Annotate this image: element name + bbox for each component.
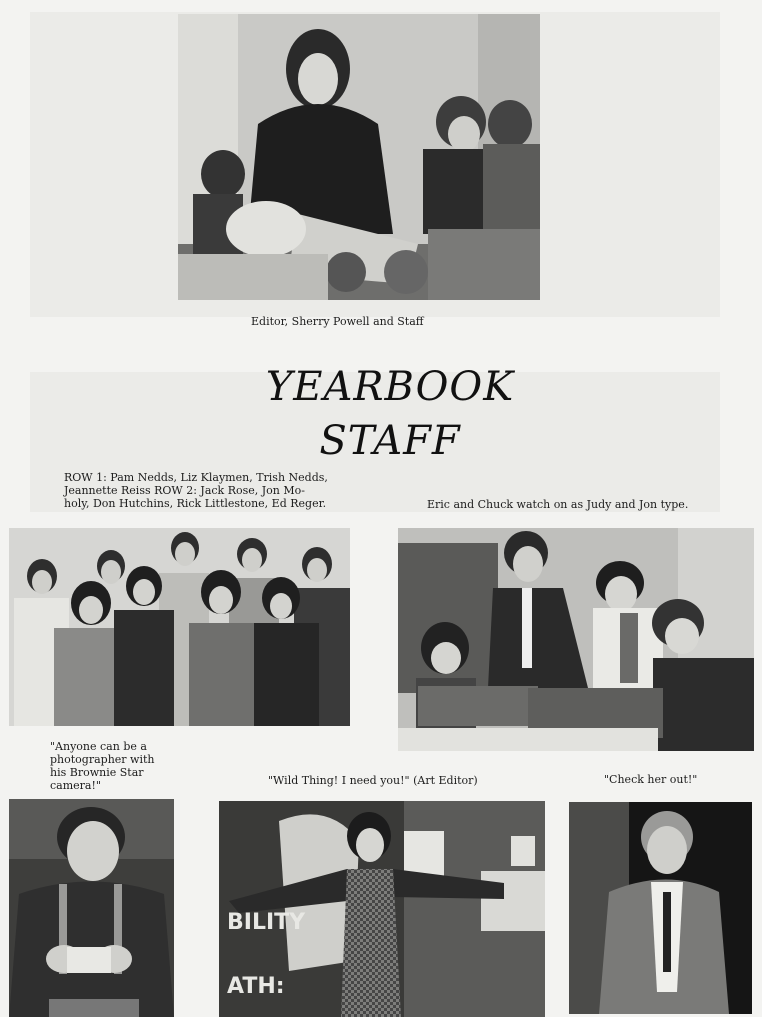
board-word-2: ATH: (227, 974, 285, 999)
staff-group-photo (9, 528, 350, 726)
page-title: YEARBOOK STAFF (265, 364, 515, 464)
art-editor-caption: "Wild Thing! I need you!" (Art Editor) (268, 774, 478, 787)
typing-photo (398, 528, 754, 751)
group-photo-caption: ROW 1: Pam Nedds, Liz Klaymen, Trish Nedds, Jeannette Reiss ROW 2: Jack Rose, Jon Mo- holy, Don Hutchins, Rick Littlestone, Ed Reger. (64, 471, 328, 510)
photographer-caption: "Anyone can be a photographer with his Brownie Star camera!" (50, 740, 155, 792)
check-her-out-photo (569, 802, 752, 1014)
top-photo-caption: Editor, Sherry Powell and Staff (251, 315, 424, 328)
photographer-photo (9, 799, 174, 1017)
board-word: BILITY (227, 910, 306, 935)
typing-photo-caption: Eric and Chuck watch on as Judy and Jon type. (427, 498, 689, 511)
editor-and-staff-photo (178, 14, 540, 300)
art-editor-photo (219, 801, 545, 1017)
check-her-out-caption: "Check her out!" (604, 773, 698, 786)
